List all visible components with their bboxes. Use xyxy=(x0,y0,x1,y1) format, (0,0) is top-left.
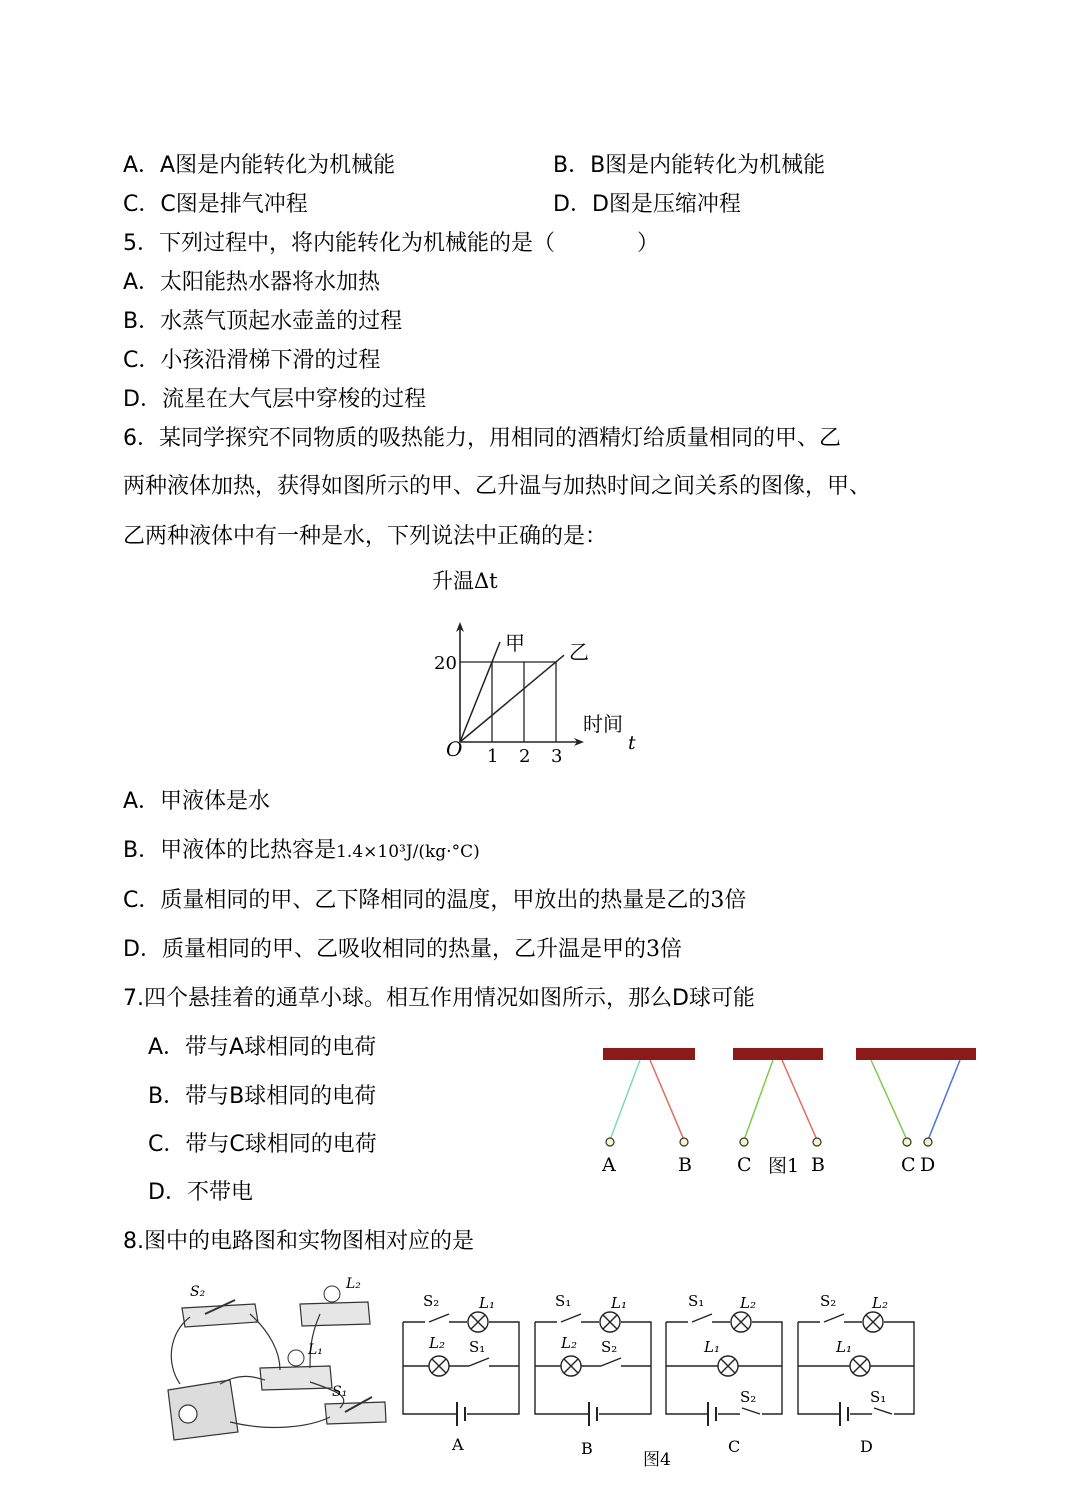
q6-stem-line2: 两种液体加热，获得如图所示的甲、乙升温与加热时间之间关系的图像，甲、 xyxy=(123,474,872,499)
q7-option-a: A．带与A球相同的电荷 xyxy=(148,1035,377,1060)
battery-icon xyxy=(457,1402,465,1426)
diagram-label: B xyxy=(581,1439,593,1458)
specific-heat-formula: 1.4×10³J/(kg·°C) xyxy=(336,842,480,862)
label-top-switch: S₁ xyxy=(555,1292,572,1310)
circuit-wire xyxy=(403,1358,519,1366)
physical-circuit-photo xyxy=(160,1272,390,1444)
ball-a xyxy=(606,1138,614,1146)
q4-option-c: C．C图是排气冲程 xyxy=(123,192,308,217)
q6-stem-line3: 乙两种液体中有一种是水，下列说法中正确的是： xyxy=(123,524,608,549)
ball-c xyxy=(903,1138,911,1146)
q6-option-d xyxy=(123,935,682,965)
label-ball-c: C xyxy=(901,1154,916,1176)
label-bottom-switch: S₂ xyxy=(740,1388,757,1406)
label-s1: S₁ xyxy=(332,1384,348,1400)
q7-option-b: B．带与B球相同的电荷 xyxy=(148,1084,377,1109)
q6-option-d-number: 3 xyxy=(645,937,660,962)
suspended-balls-figure xyxy=(598,1040,983,1180)
battery-icon xyxy=(589,1402,597,1426)
q4-option-d: D．D图是压缩冲程 xyxy=(553,192,741,217)
wire xyxy=(230,1417,330,1427)
label-ball-b: B xyxy=(678,1154,692,1176)
x-tick-label: 2 xyxy=(519,746,531,767)
label-top-lamp: L₂ xyxy=(740,1294,756,1312)
label-ball-c: C xyxy=(737,1154,752,1176)
thread-c xyxy=(871,1060,907,1140)
ball-b xyxy=(680,1138,688,1146)
q7-stem: 7.四个悬挂着的通草小球。相互作用情况如图所示，那么D球可能 xyxy=(123,986,755,1011)
label-ball-d: D xyxy=(920,1154,936,1176)
diagram-label: C xyxy=(728,1437,741,1456)
q4-option-a: A．A图是内能转化为机械能 xyxy=(123,153,396,178)
label-top-switch: S₂ xyxy=(820,1292,837,1310)
circuit-wire xyxy=(535,1358,651,1366)
bulb-l1-icon xyxy=(288,1350,304,1366)
support-bar xyxy=(733,1048,823,1060)
label-top-switch: S₁ xyxy=(688,1292,705,1310)
thread-d xyxy=(928,1060,960,1140)
bulb-l2-icon xyxy=(324,1286,340,1302)
circuit-diagram-a xyxy=(397,1286,527,1458)
q6-option-b-text: B．甲液体的比热容是 xyxy=(123,838,337,863)
label-ball-b: B xyxy=(811,1154,825,1176)
circuit-wire xyxy=(403,1314,519,1414)
label-ball-a: A xyxy=(602,1154,616,1176)
q5-option-d: D．流星在大气层中穿梭的过程 xyxy=(123,387,426,412)
series-line-1 xyxy=(460,642,500,742)
q5-stem-text: 5．下列过程中，将内能转化为机械能的是（ xyxy=(123,231,555,256)
thread-c xyxy=(744,1060,773,1140)
x-tick-label: 3 xyxy=(551,746,563,767)
thread-a xyxy=(610,1060,640,1140)
label-l2: L₂ xyxy=(346,1276,361,1292)
series-line-2 xyxy=(460,655,564,742)
diagram-label: D xyxy=(860,1437,873,1456)
label-mid-switch: S₁ xyxy=(469,1338,486,1356)
label-mid-switch: S₂ xyxy=(601,1338,618,1356)
q6-option-b xyxy=(123,836,480,867)
battery-icon xyxy=(840,1402,848,1426)
power-supply xyxy=(168,1380,238,1440)
circuit-diagram-b xyxy=(529,1286,659,1458)
label-mid-lamp: L₂ xyxy=(429,1334,445,1352)
figure-4-caption: 图4 xyxy=(643,1450,671,1470)
label-s2: S₂ xyxy=(190,1284,206,1300)
ball-c xyxy=(740,1138,748,1146)
power-knob-icon xyxy=(179,1405,197,1423)
label-top-lamp: L₂ xyxy=(872,1294,888,1312)
series-label-2: 乙 xyxy=(569,640,589,665)
chart-ylabel: 升温Δt xyxy=(432,569,498,593)
thread-b xyxy=(782,1060,817,1140)
thread-b xyxy=(650,1060,684,1140)
figure-caption: 图1 xyxy=(768,1155,800,1177)
lamp-l2-board xyxy=(300,1302,370,1326)
circuit-diagram-c xyxy=(660,1286,790,1458)
q6-option-c xyxy=(123,886,746,916)
q5-stem-end: ） xyxy=(637,231,660,256)
ball-d xyxy=(924,1138,932,1146)
q5-option-b: B．水蒸气顶起水壶盖的过程 xyxy=(123,309,403,334)
q6-option-a: A．甲液体是水 xyxy=(123,789,271,814)
label-top-lamp: L₁ xyxy=(479,1294,495,1312)
temperature-time-chart xyxy=(420,560,650,770)
support-bar xyxy=(856,1048,976,1060)
label-top-lamp: L₁ xyxy=(611,1294,627,1312)
chart-x-axis-symbol: t xyxy=(628,732,636,754)
q6-stem-line1: 6．某同学探究不同物质的吸热能力，用相同的酒精灯给质量相同的甲、乙 xyxy=(123,426,841,451)
q5-option-c: C．小孩沿滑梯下滑的过程 xyxy=(123,348,381,373)
q8-stem: 8.图中的电路图和实物图相对应的是 xyxy=(123,1229,474,1254)
y-tick-label: 20 xyxy=(434,653,457,674)
support-bar xyxy=(603,1048,695,1060)
q5-stem xyxy=(123,229,659,259)
label-mid-lamp: L₁ xyxy=(836,1338,852,1356)
circuit-diagram-d xyxy=(792,1286,922,1458)
q7-option-c: C．带与C球相同的电荷 xyxy=(148,1132,377,1157)
chart-xlabel: 时间 xyxy=(583,712,623,736)
q7-option-d: D．不带电 xyxy=(148,1180,253,1205)
diagram-label: A xyxy=(452,1435,464,1454)
x-tick-label: 1 xyxy=(487,746,499,767)
series-label-1: 甲 xyxy=(505,631,525,655)
q6-option-d-text: D．质量相同的甲、乙吸收相同的热量，乙升温是甲的 xyxy=(123,937,646,962)
label-l1: L₁ xyxy=(308,1342,323,1358)
q6-option-c-text: C．质量相同的甲、乙下降相同的温度，甲放出的热量是乙的 xyxy=(123,888,711,913)
circuit-wire xyxy=(535,1314,651,1414)
q5-option-a: A．太阳能热水器将水加热 xyxy=(123,270,381,295)
label-mid-lamp: L₂ xyxy=(561,1334,577,1352)
battery-icon xyxy=(708,1402,716,1426)
label-top-switch: S₂ xyxy=(423,1292,440,1310)
q6-option-c-suffix: 倍 xyxy=(724,888,747,913)
label-bottom-switch: S₁ xyxy=(870,1388,887,1406)
q4-option-b: B．B图是内能转化为机械能 xyxy=(553,153,826,178)
ball-b xyxy=(813,1138,821,1146)
q6-option-c-number: 3 xyxy=(710,888,725,913)
q6-option-d-suffix: 倍 xyxy=(659,937,682,962)
label-mid-lamp: L₁ xyxy=(704,1338,720,1356)
chart-origin-label: O xyxy=(446,737,463,761)
